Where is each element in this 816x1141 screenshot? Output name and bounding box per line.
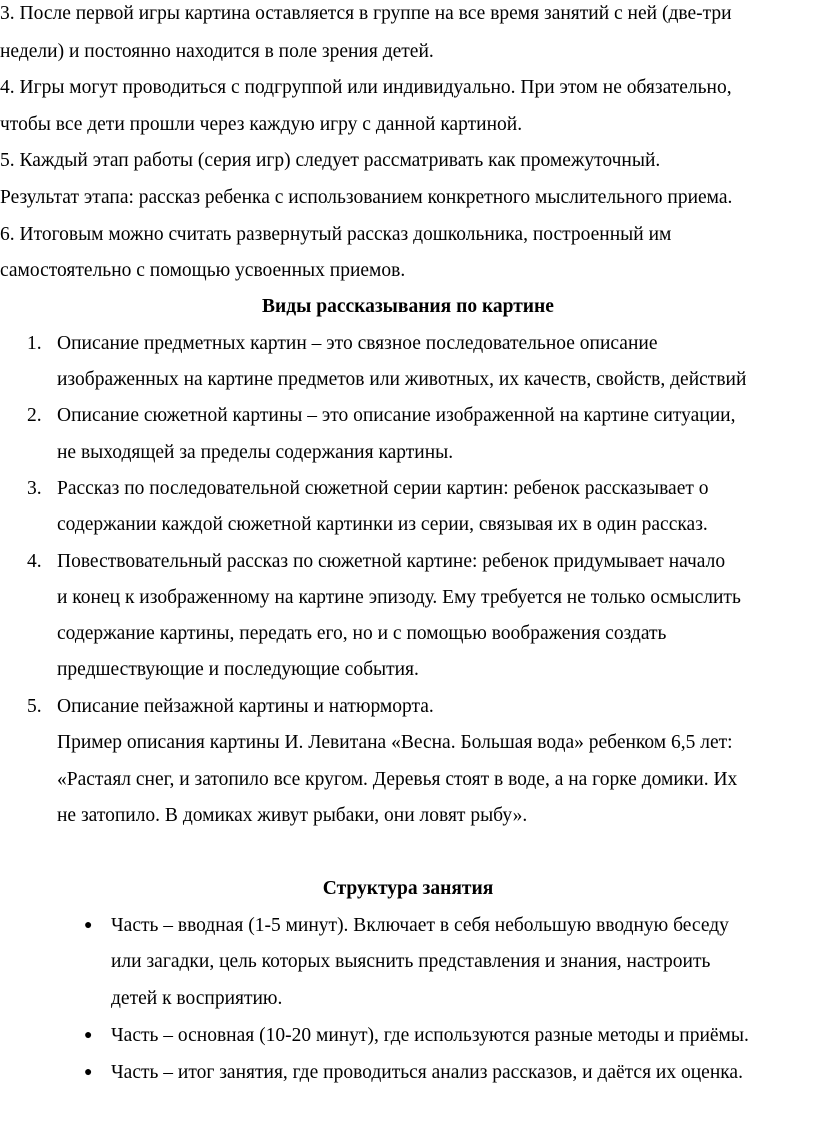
paragraph-3-line-2: недели) и постоянно находится в поле зрения детей. bbox=[0, 41, 434, 62]
paragraph-6-line-2: самостоятельно с помощью усвоенных приемов. bbox=[0, 260, 406, 281]
bullet-item-line: Часть – итог занятия, где проводиться анализ рассказов, и даётся их оценка. bbox=[111, 1062, 743, 1083]
paragraph-3-line-1: 3. После первой игры картина оставляется в группе на все время занятий с ней (две-три bbox=[0, 3, 732, 24]
list-item-number: 4. bbox=[27, 551, 42, 572]
list-item-line: и конец к изображенному на картине эпизоду. Ему требуется не только осмыслить bbox=[57, 587, 741, 608]
list-item-line: предшествующие и последующие события. bbox=[57, 659, 419, 680]
paragraph-4-line-2: чтобы все дети прошли через каждую игру с данной картиной. bbox=[0, 114, 523, 135]
bullet-item-line: детей к восприятию. bbox=[111, 988, 283, 1009]
list-item-number: 5. bbox=[27, 696, 42, 717]
bullet-item-line: Часть – основная (10-20 минут), где используются разные методы и приёмы. bbox=[111, 1025, 749, 1046]
paragraph-4-line-1: 4. Игры могут проводиться с подгруппой или индивидуально. При этом не обязательно, bbox=[0, 77, 732, 98]
bullet-icon: ● bbox=[84, 1065, 93, 1080]
bullet-item-line: или загадки, цель которых выяснить представления и знания, настроить bbox=[111, 951, 711, 972]
list-item-number: 2. bbox=[27, 405, 42, 426]
paragraph-5-line-2: Результат этапа: рассказ ребенка с использованием конкретного мыслительного приема. bbox=[0, 187, 733, 208]
bullet-icon: ● bbox=[84, 1028, 93, 1043]
list-item-line: содержании каждой сюжетной картинки из серии, связывая их в один рассказ. bbox=[57, 514, 708, 535]
list-item-line: не затопило. В домиках живут рыбаки, они ловят рыбу». bbox=[57, 805, 528, 826]
list-item-line: содержание картины, передать его, но и с помощью воображения создать bbox=[57, 623, 667, 644]
bullet-item-line: Часть – вводная (1-5 минут). Включает в себя небольшую вводную беседу bbox=[111, 915, 729, 936]
list-item-number: 3. bbox=[27, 478, 42, 499]
list-item-line: «Растаял снег, и затопило все кругом. Деревья стоят в воде, а на горке домики. Их bbox=[57, 769, 738, 790]
list-item-line: Повествовательный рассказ по сюжетной картине: ребенок придумывает начало bbox=[57, 551, 726, 572]
bullet-icon: ● bbox=[84, 918, 93, 933]
structure-heading: Структура занятия bbox=[322, 878, 494, 899]
list-item-line: изображенных на картине предметов или животных, их качеств, свойств, действий bbox=[57, 369, 747, 390]
paragraph-6-line-1: 6. Итоговым можно считать развернутый рассказ дошкольника, построенный им bbox=[0, 224, 672, 245]
list-item-line: Описание предметных картин – это связное последовательное описание bbox=[57, 333, 658, 354]
list-item-line: Описание пейзажной картины и натюрморта. bbox=[57, 696, 434, 717]
list-item-line: Рассказ по последовательной сюжетной серии картин: ребенок рассказывает о bbox=[57, 478, 709, 499]
types-heading: Виды рассказывания по картине bbox=[262, 296, 554, 317]
list-item-line: не выходящей за пределы содержания картины. bbox=[57, 442, 454, 463]
list-item-line: Описание сюжетной картины – это описание изображенной на картине ситуации, bbox=[57, 405, 736, 426]
paragraph-5-line-1: 5. Каждый этап работы (серия игр) следует рассматривать как промежуточный. bbox=[0, 150, 661, 171]
list-item-line: Пример описания картины И. Левитана «Весна. Большая вода» ребенком 6,5 лет: bbox=[57, 732, 733, 753]
list-item-number: 1. bbox=[27, 333, 42, 354]
